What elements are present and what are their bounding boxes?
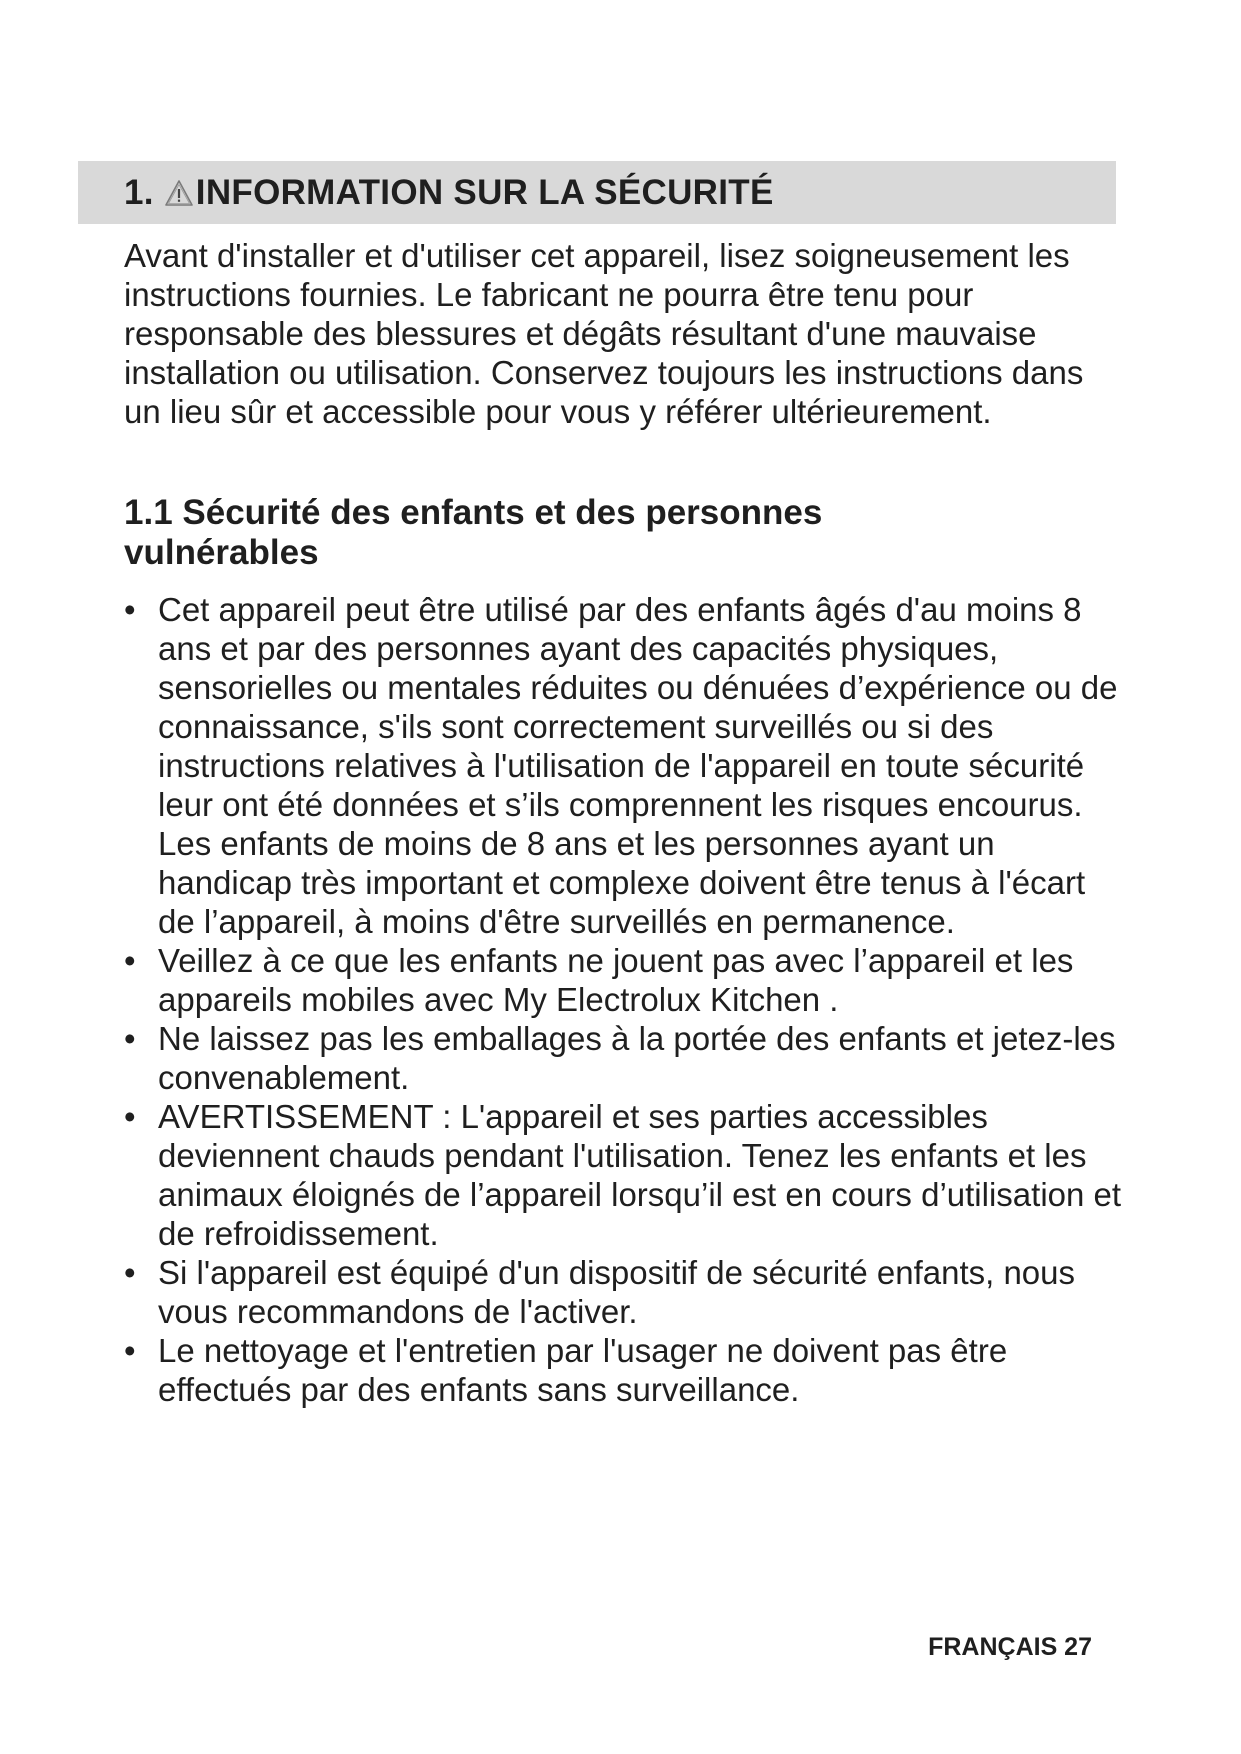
section-title-text: INFORMATION SUR LA SÉCURITÉ bbox=[195, 172, 774, 212]
bullet-mark: • bbox=[124, 942, 136, 979]
subsection-title: 1.1 Sécurité des enfants et des personnes vulnérables bbox=[124, 493, 823, 572]
bullet-text: Ne laissez pas les emballages à la portée des enfants et jetez-les convenablement. bbox=[158, 1020, 1116, 1096]
list-item bbox=[124, 1253, 1124, 1331]
list-item bbox=[124, 590, 1124, 941]
bullet-text: Cet appareil peut être utilisé par des enfants âgés d'au moins 8 ans et par des personnes ayant des capacités physiques, sensorielles ou mentales réduites ou dénuées d’expérience ou de connaissance, s'ils sont correctement surveillés ou si des instructions relatives à l'utilisation de l'appareil en toute sécurité leur ont été données et s’ils comprennent les risques encourus. Les enfants de moins de 8 ans et les personnes ayant un handicap très important et complexe doivent être tenus à l'écart de l’appareil, à moins d'être surveillés en permanence. bbox=[158, 591, 1118, 940]
bullet-mark: • bbox=[124, 1332, 136, 1369]
bullet-mark: • bbox=[124, 591, 136, 628]
bullet-mark: • bbox=[124, 1020, 136, 1057]
bullet-text: AVERTISSEMENT : L'appareil et ses parties accessibles deviennent chauds pendant l'utilisation. Tenez les enfants et les animaux éloignés de l’appareil lorsqu’il est en cours d’utilisation et de refroidissement. bbox=[158, 1098, 1122, 1252]
warning-triangle-icon bbox=[164, 179, 194, 207]
safety-bullet-list bbox=[124, 590, 1124, 1409]
bullet-text: Veillez à ce que les enfants ne jouent pas avec l’appareil et les appareils mobiles avec My Electrolux Kitchen . bbox=[158, 942, 1074, 1018]
bullet-mark: • bbox=[124, 1254, 136, 1291]
bullet-text: Si l'appareil est équipé d'un dispositif de sécurité enfants, nous vous recommandons de l'activer. bbox=[158, 1254, 1076, 1330]
bullet-mark: • bbox=[124, 1098, 136, 1135]
section-number: 1. bbox=[124, 172, 154, 212]
list-item bbox=[124, 1019, 1124, 1097]
section-title bbox=[124, 173, 774, 213]
page-footer: FRANÇAIS 27 bbox=[928, 1633, 1092, 1661]
list-item bbox=[124, 1097, 1124, 1253]
list-item bbox=[124, 1331, 1124, 1409]
list-item bbox=[124, 941, 1124, 1019]
intro-paragraph: Avant d'installer et d'utiliser cet appareil, lisez soigneusement les instructions fournies. Le fabricant ne pourra être tenu pour responsable des blessures et dégâts résultant d'une mauvaise installation ou utilisation. Conservez toujours les instructions dans un lieu sûr et accessible pour vous y référer ultérieurement. bbox=[124, 237, 1084, 430]
bullet-text: Le nettoyage et l'entretien par l'usager ne doivent pas être effectués par des enfants sans surveillance. bbox=[158, 1332, 1008, 1408]
section-header bbox=[78, 161, 1116, 224]
